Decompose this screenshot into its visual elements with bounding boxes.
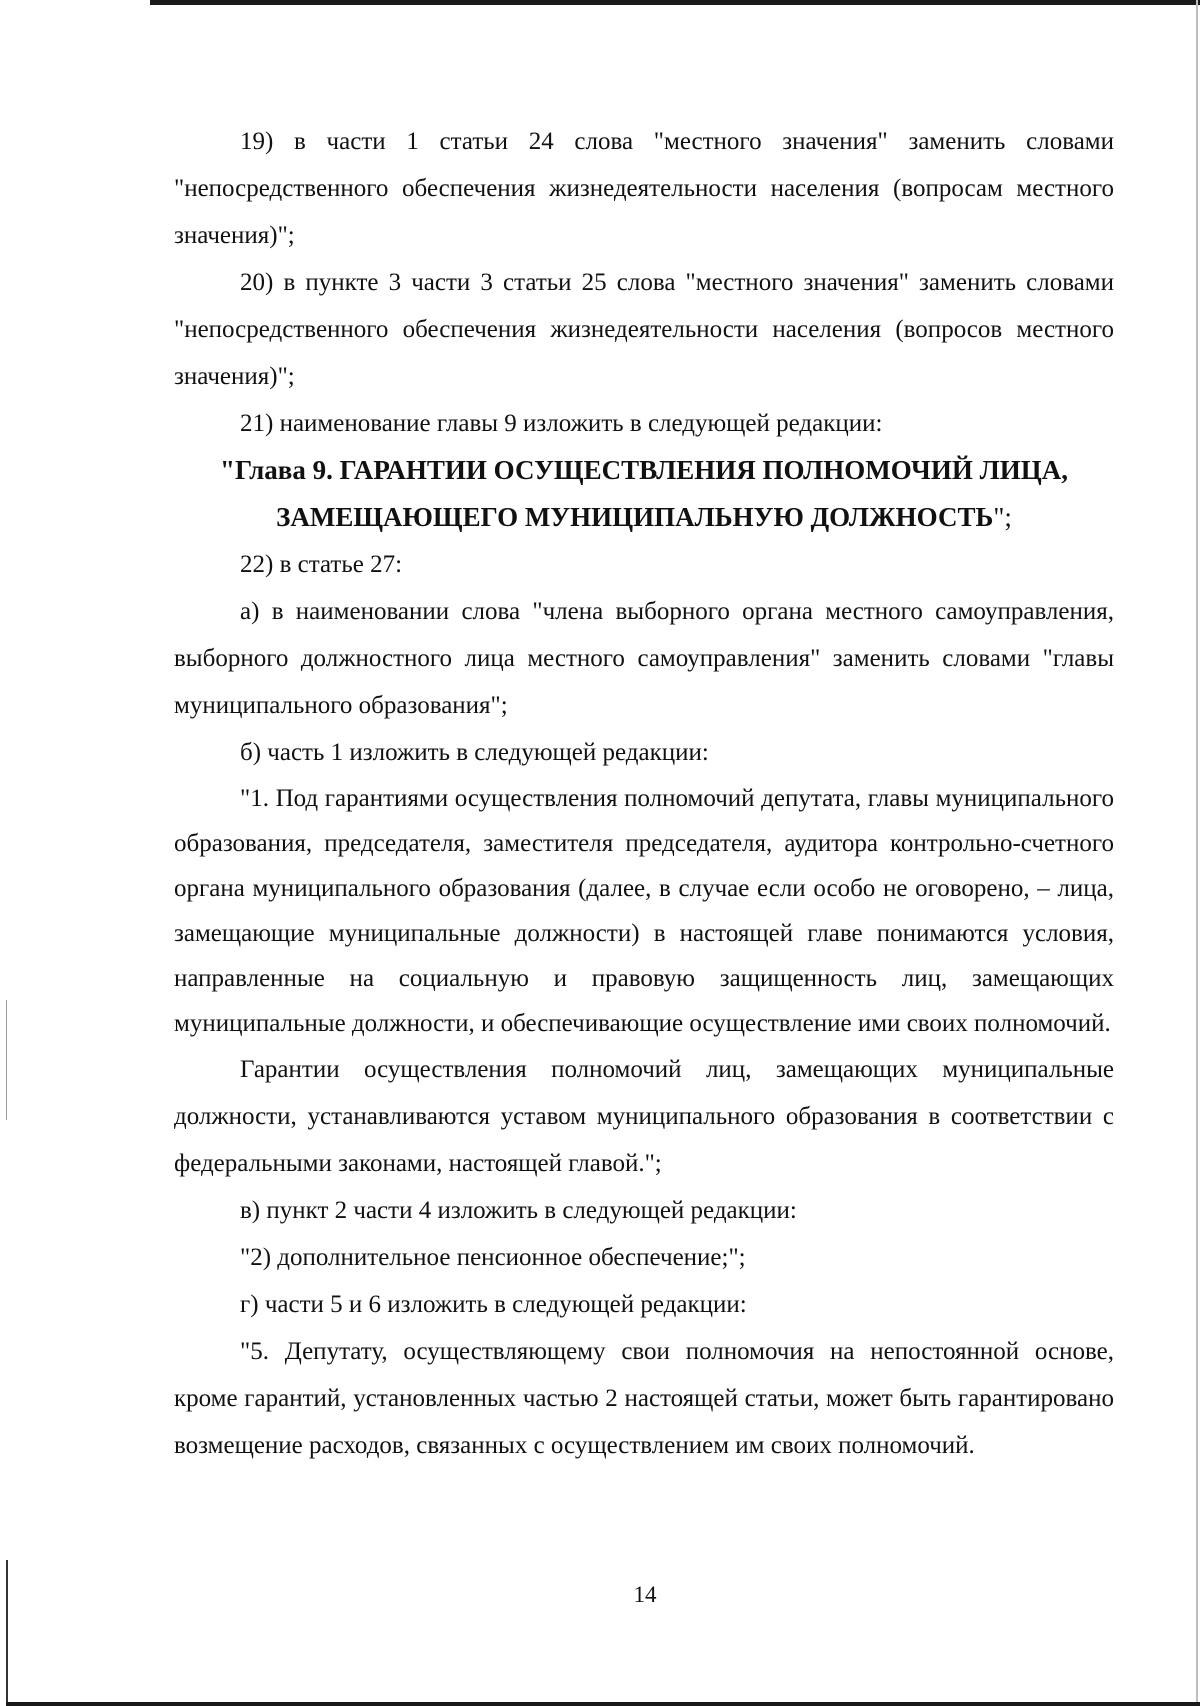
paragraph-item-22v: в) пункт 2 части 4 изложить в следующей редакции: — [240, 1197, 797, 1224]
chapter-heading-line2-wrap — [174, 494, 1114, 541]
paragraph-item-22a: а) в наименовании слова "члена выборного органа местного самоуправления, выборного должностного лица местного самоуправления" заменить словами "главы муниципального образования"; — [174, 598, 1114, 719]
document-page — [174, 118, 1114, 1469]
paragraph-item-21: 21) наименование главы 9 изложить в следующей редакции: — [240, 410, 883, 437]
page-number: 14 — [633, 1582, 657, 1607]
chapter-heading-line1: "Глава 9. ГАРАНТИИ ОСУЩЕСТВЛЕНИЯ ПОЛНОМОЧИЙ ЛИЦА, — [220, 455, 1068, 485]
paragraph-item-20: 20) в пункте 3 части 3 статьи 25 слова "местного значения" заменить словами "непосредственного обеспечения жизнедеятельности населения (вопросов местного значения)"; — [174, 269, 1114, 390]
paragraph-item-22g: г) части 5 и 6 изложить в следующей редакции: — [240, 1291, 747, 1318]
scan-edge-right — [1196, 0, 1198, 1706]
paragraph-pension: "2) дополнительное пенсионное обеспечение;"; — [240, 1244, 746, 1271]
paragraph-quoted-part-5: "5. Депутату, осуществляющему свои полномочия на непостоянной основе, кроме гарантий, установленных частью 2 настоящей статьи, может быть гарантировано возмещение расходов, связанных с осуществлением им своих полномочий. — [174, 1338, 1114, 1459]
chapter-heading-line2: ЗАМЕЩАЮЩЕГО МУНИЦИПАЛЬНУЮ ДОЛЖНОСТЬ — [276, 502, 994, 532]
paragraph-item-22b: б) часть 1 изложить в следующей редакции: — [240, 739, 709, 766]
paragraph-item-19: 19) в части 1 статьи 24 слова "местного значения" заменить словами "непосредственного обеспечения жизнедеятельности населения (вопросам местного значения)"; — [174, 128, 1114, 249]
paragraph-guarantees: Гарантии осуществления полномочий лиц, замещающих муниципальные должности, устанавливаются уставом муниципального образования в соответствии с федеральными законами, настоящей главой."; — [174, 1056, 1114, 1177]
chapter-heading — [174, 447, 1114, 541]
scan-edge-top — [150, 0, 1200, 5]
paragraph-item-22: 22) в статье 27: — [240, 551, 403, 578]
chapter-heading-line2-end: "; — [993, 502, 1012, 532]
scan-edge-left-mark — [6, 1000, 7, 1120]
scan-edge-bottom — [6, 1702, 1200, 1706]
paragraph-quoted-part-1: "1. Под гарантиями осуществления полномочий депутата, главы муниципального образования, председателя, заместителя председателя, аудитора контрольно-счетного органа муниципального образования (далее, в случае если особо не оговорено, – лица, замещающие муниципальные должности) в настоящей главе понимаются условия, направленные на социальную и правовую защищенность лиц, замещающих муниципальные должности, и обеспечивающие осуществление ими своих полномочий. — [174, 785, 1114, 1037]
